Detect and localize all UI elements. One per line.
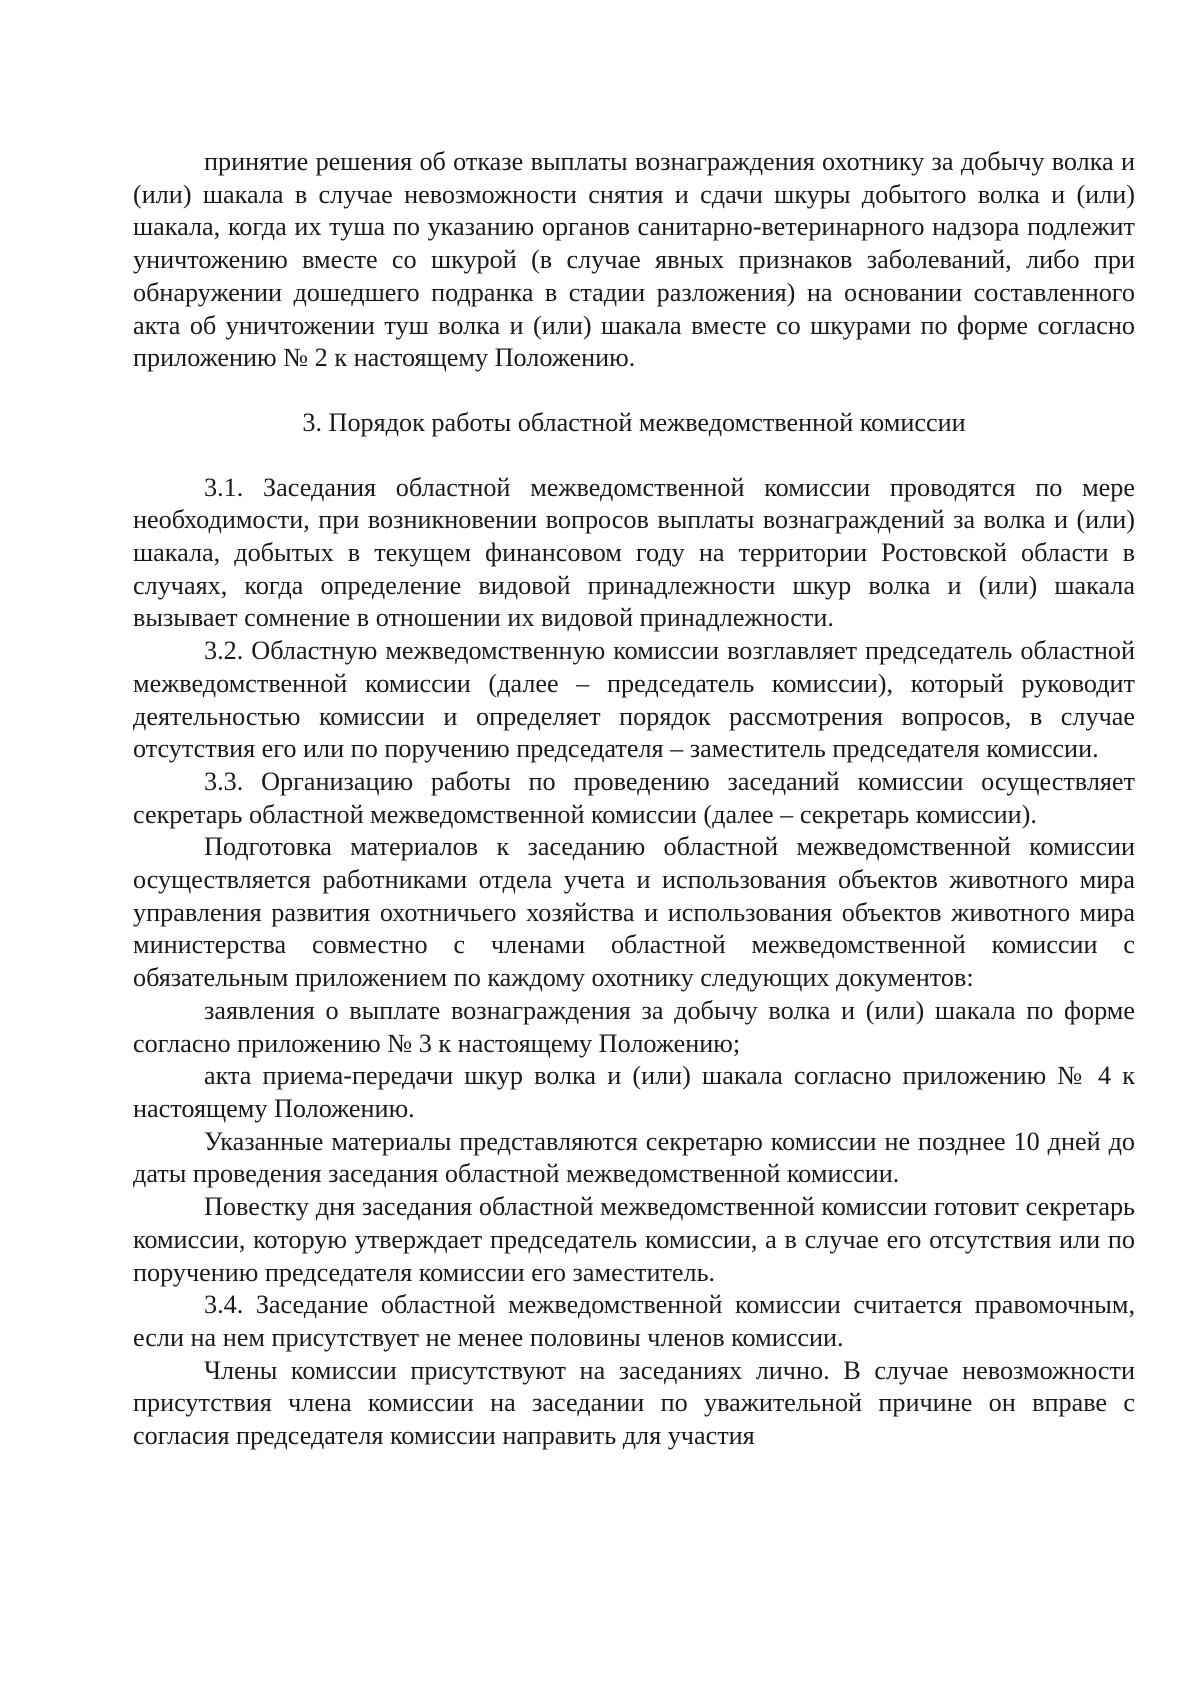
paragraph-application-item: заявления о выплате вознаграждения за добычу волка и (или) шакала по форме согласно приложению № 3 к настоящему Положению; [133,995,1135,1058]
document-body [133,146,1135,1453]
paragraph-transfer-act-item: акта приема-передачи шкур волка и (или) шакала согласно приложению № 4 к настоящему Положению. [133,1061,1135,1123]
paragraph-3-1: 3.1. Заседания областной межведомственной комиссии проводятся по мере необходимости, при возникновении вопросов выплаты вознаграждений за волка и (или) шакала, добытых в текущем финансовом году на территории Ростовской области в случаях, когда определение видовой принадлежности шкур волка и (или) шакала вызывает сомнение в отношении их видовой принадлежности. [133,472,1135,633]
paragraph-agenda: Повестку дня заседания областной межведомственной комиссии готовит секретарь комиссии, которую утверждает председатель комиссии, а в случае его отсутствия или по поручению председателя комиссии его заместитель. [133,1192,1135,1287]
paragraph-materials-deadline: Указанные материалы представляются секретарю комиссии не позднее 10 дней до даты проведения заседания областной межведомственной комиссии. [133,1126,1135,1189]
paragraph-3-2: 3.2. Областную межведомственную комиссии возглавляет председатель областной межведомственной комиссии (далее – председатель комиссии), который руководит деятельностью комиссии и определяет порядок рассмотрения вопросов, в случае отсутствия его или по поручению председателя – заместитель председателя комиссии. [133,636,1135,764]
paragraph-materials-preparation: Подготовка материалов к заседанию областной межведомственной комиссии осуществляется работниками отдела учета и использования объектов животного мира управления развития охотничьего хозяйства и использования объектов животного мира министерства совместно с членами областной межведомственной комиссии с обязательным приложением по каждому охотнику следующих документов: [133,832,1135,993]
paragraph-attendance: Члены комиссии присутствуют на заседаниях лично. В случае невозможности присутствия члена комиссии на заседании по уважительной причине он вправе с согласия председателя комиссии направить для участия [133,1355,1135,1451]
paragraph-3-4: 3.4. Заседание областной межведомственной комиссии считается правомочным, если на нем присутствует не менее половины членов комиссии. [133,1290,1135,1352]
paragraph-refusal-decision: принятие решения об отказе выплаты вознаграждения охотнику за добычу волка и (или) шакала в случае невозможности снятия и сдачи шкуры добытого волка и (или) шакала, когда их туша по указанию органов санитарно-ветеринарного надзора подлежит уничтожению вместе со шкурой (в случае явных признаков заболеваний, либо при обнаружении дошедшего подранка в стадии разложения) на основании составленного акта об уничтожении туш волка и (или) шакала вместе со шкурами по форме согласно приложению № 2 к настоящему Положению. [133,147,1135,373]
section-heading: 3. Порядок работы областной межведомственной комиссии [302,407,966,437]
paragraph-3-3: 3.3. Организацию работы по проведению заседаний комиссии осуществляет секретарь областной межведомственной комиссии (далее – секретарь комиссии). [133,766,1135,829]
